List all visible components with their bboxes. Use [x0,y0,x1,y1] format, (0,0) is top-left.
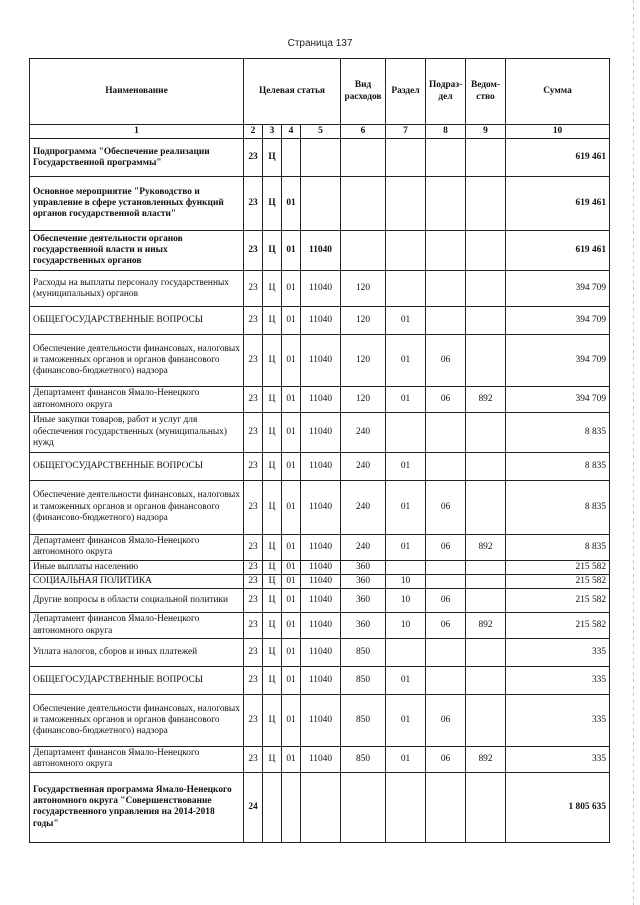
row-name: Обеспечение деятельности финансовых, налоговых и таможенных органов и органов финансового (финансово-бюджетного) надзора [30,335,244,387]
row-target-subprogram: Ц [263,589,282,613]
header-summa: Сумма [506,59,610,125]
row-vid: 850 [341,666,386,694]
table-row [30,231,610,271]
column-number: 7 [386,125,426,139]
row-summa: 335 [506,638,610,666]
row-summa: 394 709 [506,335,610,387]
row-target-program: 23 [244,387,263,413]
row-target-subprogram: Ц [263,335,282,387]
row-target-activity [282,772,301,842]
row-razdel [386,271,426,307]
row-vedomstvo [466,139,506,177]
row-razdel [386,139,426,177]
column-number: 3 [263,125,282,139]
table-row [30,452,610,480]
row-target-activity: 01 [282,452,301,480]
table-row [30,694,610,746]
row-target-program: 23 [244,271,263,307]
row-razdel: 01 [386,746,426,772]
row-target-program: 23 [244,231,263,271]
row-name: Другие вопросы в области социальной политики [30,589,244,613]
row-target-subprogram: Ц [263,307,282,335]
row-name: Государственная программа Ямало-Ненецкого автономного округа "Совершенствование государственного управления на 2014-2018 годы" [30,772,244,842]
row-summa: 8 835 [506,412,610,452]
row-podrazdel [426,666,466,694]
row-target-activity: 01 [282,613,301,639]
row-target-program: 23 [244,480,263,534]
row-target-direction [301,139,341,177]
row-target-subprogram: Ц [263,231,282,271]
row-target-subprogram: Ц [263,534,282,560]
row-target-subprogram: Ц [263,412,282,452]
row-razdel: 01 [386,694,426,746]
row-summa: 335 [506,746,610,772]
table-row [30,613,610,639]
row-name: Уплата налогов, сборов и иных платежей [30,638,244,666]
row-name: ОБЩЕГОСУДАРСТВЕННЫЕ ВОПРОСЫ [30,452,244,480]
row-target-direction: 11040 [301,412,341,452]
row-vedomstvo [466,271,506,307]
row-razdel: 10 [386,589,426,613]
row-target-program: 23 [244,575,263,589]
row-vedomstvo [466,560,506,574]
table-row [30,560,610,574]
row-target-program: 23 [244,412,263,452]
row-razdel [386,560,426,574]
row-vid: 850 [341,694,386,746]
row-name: Основное мероприятие "Руководство и управление в сфере установленных функций органов государственной власти" [30,177,244,231]
row-target-activity: 01 [282,694,301,746]
row-target-program: 23 [244,666,263,694]
row-vid: 240 [341,480,386,534]
row-target-program: 23 [244,534,263,560]
row-podrazdel: 06 [426,746,466,772]
page-number-header: Страница 137 [287,38,353,49]
row-target-direction: 11040 [301,589,341,613]
row-target-direction [301,772,341,842]
row-name: Иные закупки товаров, работ и услуг для обеспечения государственных (муниципальных) нужд [30,412,244,452]
table-row [30,534,610,560]
row-vedomstvo [466,335,506,387]
row-target-subprogram [263,772,282,842]
table-row [30,387,610,413]
row-razdel: 10 [386,575,426,589]
row-name: Департамент финансов Ямало-Ненецкого автономного округа [30,746,244,772]
row-target-direction: 11040 [301,335,341,387]
header-podrazdel: Подраз-дел [426,59,466,125]
row-podrazdel: 06 [426,335,466,387]
row-target-subprogram: Ц [263,560,282,574]
row-vid: 120 [341,271,386,307]
row-summa: 8 835 [506,480,610,534]
column-number: 9 [466,125,506,139]
table-row [30,271,610,307]
row-target-activity: 01 [282,412,301,452]
row-vedomstvo [466,307,506,335]
row-target-program: 23 [244,560,263,574]
header-target: Целевая статья [244,59,341,125]
table-row [30,666,610,694]
row-vid [341,231,386,271]
row-summa: 8 835 [506,452,610,480]
row-podrazdel: 06 [426,589,466,613]
row-podrazdel [426,307,466,335]
row-target-direction: 11040 [301,534,341,560]
row-target-activity: 01 [282,271,301,307]
row-target-direction: 11040 [301,666,341,694]
row-vedomstvo: 892 [466,534,506,560]
row-target-activity: 01 [282,480,301,534]
row-podrazdel: 06 [426,694,466,746]
row-podrazdel [426,452,466,480]
row-name: ОБЩЕГОСУДАРСТВЕННЫЕ ВОПРОСЫ [30,307,244,335]
row-target-activity: 01 [282,666,301,694]
table-row [30,575,610,589]
row-target-program: 23 [244,746,263,772]
row-target-program: 23 [244,613,263,639]
row-vedomstvo [466,772,506,842]
row-target-activity: 01 [282,746,301,772]
row-vid [341,177,386,231]
row-vid [341,772,386,842]
column-number: 10 [506,125,610,139]
row-target-activity: 01 [282,589,301,613]
row-vedomstvo [466,412,506,452]
row-target-direction: 11040 [301,480,341,534]
row-podrazdel [426,638,466,666]
table-row [30,480,610,534]
row-razdel: 01 [386,307,426,335]
row-target-subprogram: Ц [263,139,282,177]
row-target-direction: 11040 [301,613,341,639]
row-summa: 619 461 [506,177,610,231]
row-vid: 240 [341,412,386,452]
row-name: Иные выплаты населению [30,560,244,574]
row-razdel [386,412,426,452]
row-name: Расходы на выплаты персоналу государственных (муниципальных) органов [30,271,244,307]
row-vedomstvo: 892 [466,613,506,639]
row-name: СОЦИАЛЬНАЯ ПОЛИТИКА [30,575,244,589]
row-name: Департамент финансов Ямало-Ненецкого автономного округа [30,534,244,560]
row-vid: 240 [341,452,386,480]
row-summa: 619 461 [506,139,610,177]
row-vedomstvo: 892 [466,746,506,772]
row-target-activity: 01 [282,387,301,413]
row-summa: 215 582 [506,560,610,574]
row-name: Департамент финансов Ямало-Ненецкого автономного округа [30,387,244,413]
row-vedomstvo [466,231,506,271]
header-name: Наименование [30,59,244,125]
row-razdel: 10 [386,613,426,639]
row-vid: 120 [341,335,386,387]
row-vedomstvo [466,589,506,613]
row-podrazdel [426,139,466,177]
row-target-subprogram: Ц [263,480,282,534]
row-vid: 850 [341,746,386,772]
row-target-direction: 11040 [301,387,341,413]
row-target-direction [301,177,341,231]
row-name: Подпрограмма "Обеспечение реализации Государственной программы" [30,139,244,177]
row-summa: 394 709 [506,387,610,413]
row-razdel [386,177,426,231]
row-target-direction: 11040 [301,746,341,772]
row-podrazdel: 06 [426,613,466,639]
budget-table [29,58,610,843]
row-target-activity: 01 [282,560,301,574]
row-summa: 394 709 [506,271,610,307]
row-vid: 850 [341,638,386,666]
header-row [30,59,610,125]
row-razdel: 01 [386,480,426,534]
row-target-program: 23 [244,307,263,335]
row-razdel [386,638,426,666]
row-podrazdel [426,412,466,452]
row-vid: 360 [341,613,386,639]
row-target-program: 23 [244,694,263,746]
row-target-activity [282,139,301,177]
row-target-direction: 11040 [301,638,341,666]
row-target-activity: 01 [282,575,301,589]
row-podrazdel [426,772,466,842]
row-target-direction: 11040 [301,575,341,589]
row-podrazdel [426,231,466,271]
row-name: Обеспечение деятельности органов государственной власти и иных государственных органов [30,231,244,271]
table-row [30,412,610,452]
column-number: 2 [244,125,263,139]
row-target-direction: 11040 [301,694,341,746]
row-target-direction: 11040 [301,307,341,335]
row-vid: 240 [341,534,386,560]
row-summa: 394 709 [506,307,610,335]
row-target-activity: 01 [282,231,301,271]
row-vedomstvo [466,452,506,480]
row-target-program: 23 [244,139,263,177]
row-vid: 120 [341,307,386,335]
table-row [30,772,610,842]
row-podrazdel [426,560,466,574]
row-summa: 215 582 [506,589,610,613]
header-vedomstvo: Ведом-ство [466,59,506,125]
row-podrazdel: 06 [426,387,466,413]
row-target-direction: 11040 [301,452,341,480]
header-vid: Вид расходов [341,59,386,125]
row-razdel: 01 [386,666,426,694]
row-vedomstvo [466,638,506,666]
row-summa: 335 [506,694,610,746]
row-target-subprogram: Ц [263,638,282,666]
row-summa: 335 [506,666,610,694]
column-number: 4 [282,125,301,139]
row-target-subprogram: Ц [263,271,282,307]
row-target-activity: 01 [282,638,301,666]
column-number: 1 [30,125,244,139]
row-razdel [386,231,426,271]
scan-edge-decoration [633,0,634,905]
column-number: 8 [426,125,466,139]
row-name: Департамент финансов Ямало-Ненецкого автономного округа [30,613,244,639]
row-vedomstvo: 892 [466,387,506,413]
table-body [30,139,610,843]
row-vedomstvo [466,575,506,589]
row-target-program: 23 [244,589,263,613]
table-row [30,177,610,231]
row-target-activity: 01 [282,335,301,387]
row-target-subprogram: Ц [263,387,282,413]
row-target-program: 23 [244,452,263,480]
row-podrazdel: 06 [426,480,466,534]
row-name: Обеспечение деятельности финансовых, налоговых и таможенных органов и органов финансового (финансово-бюджетного) надзора [30,480,244,534]
row-target-subprogram: Ц [263,694,282,746]
row-summa: 215 582 [506,613,610,639]
row-summa: 1 805 635 [506,772,610,842]
table-row [30,746,610,772]
row-target-activity: 01 [282,307,301,335]
row-vid: 120 [341,387,386,413]
row-vedomstvo [466,177,506,231]
row-vid: 360 [341,575,386,589]
row-target-subprogram: Ц [263,452,282,480]
column-number: 5 [301,125,341,139]
row-target-program: 24 [244,772,263,842]
row-target-activity: 01 [282,177,301,231]
row-summa: 619 461 [506,231,610,271]
row-target-direction: 11040 [301,231,341,271]
row-target-subprogram: Ц [263,575,282,589]
row-target-subprogram: Ц [263,613,282,639]
row-vid: 360 [341,560,386,574]
row-razdel: 01 [386,387,426,413]
table-row [30,638,610,666]
row-razdel: 01 [386,534,426,560]
column-number-row [30,125,610,139]
row-podrazdel [426,177,466,231]
row-razdel: 01 [386,335,426,387]
row-summa: 8 835 [506,534,610,560]
row-podrazdel: 06 [426,534,466,560]
row-target-activity: 01 [282,534,301,560]
row-vedomstvo [466,666,506,694]
row-name: ОБЩЕГОСУДАРСТВЕННЫЕ ВОПРОСЫ [30,666,244,694]
row-vid [341,139,386,177]
row-vid: 360 [341,589,386,613]
table-row [30,139,610,177]
row-target-program: 23 [244,177,263,231]
header-razdel: Раздел [386,59,426,125]
row-target-direction: 11040 [301,560,341,574]
table-row [30,589,610,613]
row-razdel [386,772,426,842]
row-podrazdel [426,575,466,589]
row-target-program: 23 [244,638,263,666]
column-number: 6 [341,125,386,139]
row-target-subprogram: Ц [263,666,282,694]
row-summa: 215 582 [506,575,610,589]
row-razdel: 01 [386,452,426,480]
table-row [30,307,610,335]
row-target-subprogram: Ц [263,746,282,772]
row-name: Обеспечение деятельности финансовых, налоговых и таможенных органов и органов финансового (финансово-бюджетного) надзора [30,694,244,746]
row-podrazdel [426,271,466,307]
row-target-program: 23 [244,335,263,387]
table-row [30,335,610,387]
row-vedomstvo [466,480,506,534]
row-target-subprogram: Ц [263,177,282,231]
row-target-direction: 11040 [301,271,341,307]
row-vedomstvo [466,694,506,746]
